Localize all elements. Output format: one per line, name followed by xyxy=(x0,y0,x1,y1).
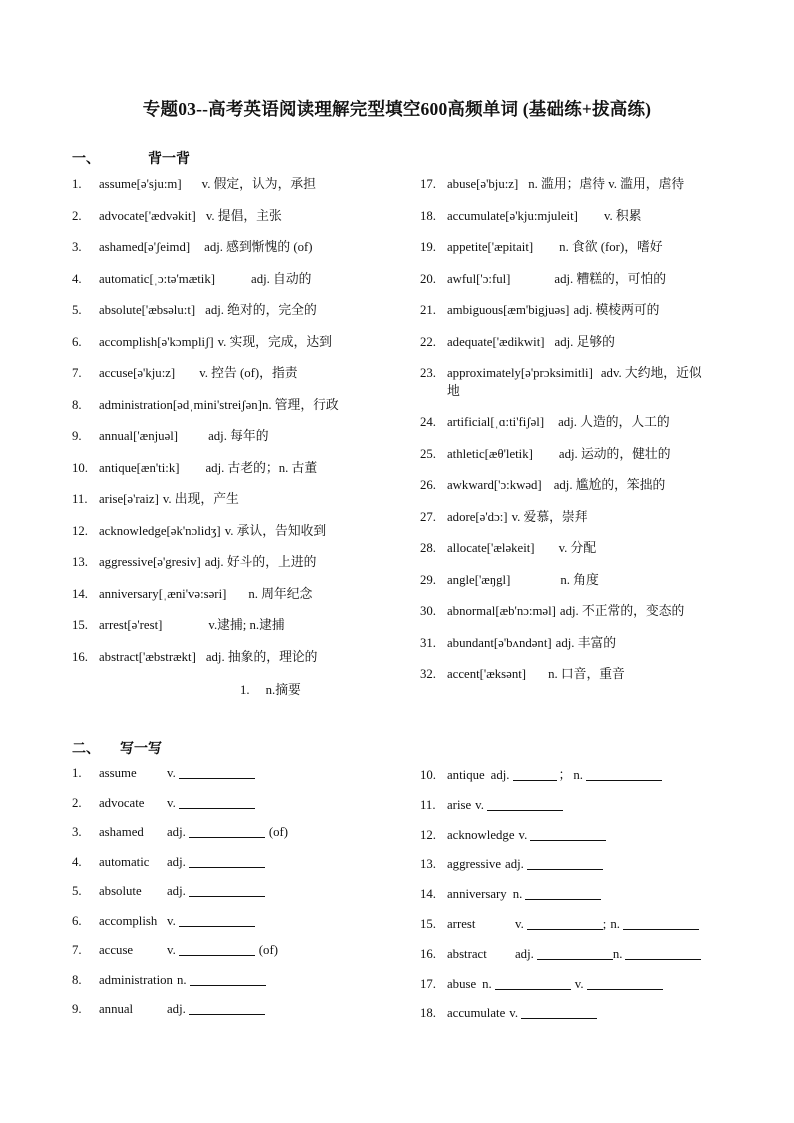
prompt-word: accomplish xyxy=(99,913,158,928)
item-number: 19. xyxy=(420,240,436,254)
item-number: 27. xyxy=(420,509,436,524)
part-of-speech: v. xyxy=(515,917,524,931)
prompt-word: aggressive xyxy=(447,857,502,872)
vocab-definition: v. 分配 xyxy=(558,541,597,555)
vocab-word: artificial[ˌɑ:ti'fiʃəl] xyxy=(447,415,545,429)
vocab-definition: adv. 大约地，近似地 xyxy=(447,366,702,398)
item-number: 25. xyxy=(420,446,436,461)
item-number: 32. xyxy=(420,667,436,681)
part-of-speech-2: n. xyxy=(610,917,620,931)
part-of-speech: adj. xyxy=(167,854,186,869)
part-of-speech: v. xyxy=(167,766,176,780)
answer-blank[interactable] xyxy=(189,854,265,868)
item-number: 1. xyxy=(72,177,82,191)
vocab-definition: adj. 模棱两可的 xyxy=(573,303,660,317)
part-of-speech: n. xyxy=(512,887,523,902)
prompt-word: arise xyxy=(447,797,472,812)
vocab-definition: v. 积累 xyxy=(603,208,642,223)
item-number: 7. xyxy=(72,943,82,957)
answer-blank-2[interactable] xyxy=(586,767,662,781)
vocab-definition: adj. 糟糕的，可怕的 xyxy=(554,271,667,286)
prompt-word: absolute xyxy=(99,884,142,898)
item-number: 28. xyxy=(420,541,436,555)
part-of-speech: adj. xyxy=(505,857,524,872)
answer-blank[interactable] xyxy=(179,913,255,927)
prompt-word: accumulate xyxy=(447,1006,506,1021)
item-number: 8. xyxy=(72,397,82,412)
item-number: 2. xyxy=(72,208,82,223)
vocab-word: allocate['æləkeit] xyxy=(447,541,535,555)
prompt-word: antique xyxy=(447,768,485,782)
vocab-definition: v. 爱慕，崇拜 xyxy=(511,509,588,524)
vocab-word: anniversary[ˌæni'və:səri] xyxy=(99,586,227,601)
answer-blank[interactable] xyxy=(527,916,603,930)
vocab-word: automatic[ˌɔ:tə'mætik] xyxy=(99,271,216,286)
item-number: 26. xyxy=(420,478,436,492)
prompt-word: anniversary xyxy=(447,887,507,902)
vocab-definition: adj. 抽象的，理论的 xyxy=(205,649,318,664)
item-number: 4. xyxy=(72,854,82,869)
vocab-word: ambiguous[æm'bigjuəs] xyxy=(447,303,570,317)
item-number: 31. xyxy=(420,635,436,650)
vocab-word: adore[ə'dɔ:] xyxy=(447,509,508,524)
item-number: 16. xyxy=(72,649,88,664)
item-number: 18. xyxy=(420,1006,436,1021)
vocab-word: awkward['ɔ:kwəd] xyxy=(447,478,542,492)
separator: ； xyxy=(558,768,572,782)
part-of-speech: v. xyxy=(509,1006,519,1021)
vocab-definition: n. 管理，行政 xyxy=(261,397,339,412)
separator: ; xyxy=(602,917,607,931)
vocab-word: arrest[ə'rest] xyxy=(99,618,163,632)
prompt-word: assume xyxy=(99,766,137,780)
part-of-speech: n. xyxy=(176,972,187,987)
item-number: 13. xyxy=(72,555,88,569)
vocab-word: aggressive[ə'gresiv] xyxy=(99,555,201,569)
part-of-speech: v. xyxy=(167,943,176,957)
vocab-word: abuse[ə'bju:z] xyxy=(447,177,519,191)
answer-blank[interactable] xyxy=(190,972,266,986)
vocab-definition: adj. 丰富的 xyxy=(555,635,617,650)
item-number: 5. xyxy=(72,303,82,317)
vocab-definition: v. 承认，告知收到 xyxy=(224,523,327,538)
part-of-speech-2: v. xyxy=(574,976,584,991)
section-1-number: 一、 xyxy=(72,152,100,167)
item-number: 15. xyxy=(72,618,88,632)
vocab-word: awful['ɔ:ful] xyxy=(447,271,511,286)
answer-blank-2[interactable] xyxy=(623,916,699,930)
vocab-word: abstract['æbstrækt] xyxy=(99,649,196,664)
answer-blank[interactable] xyxy=(537,946,613,960)
part-of-speech: adj. xyxy=(167,884,186,898)
part-of-speech: v. xyxy=(475,797,484,812)
item-number: 6. xyxy=(72,334,82,349)
vocab-definition: adj. 不正常的，变态的 xyxy=(559,604,685,618)
vocab-word: accomplish[ə'kɔmpliʃ] xyxy=(99,334,214,349)
prompt-word: annual xyxy=(99,1002,134,1016)
vocab-definition: v.逮捕; n.逮捕 xyxy=(208,618,285,632)
prompt-word: accuse xyxy=(99,943,134,957)
answer-blank[interactable] xyxy=(521,1005,597,1019)
part-of-speech: v. xyxy=(167,913,176,928)
vocab-word: annual['ænjuəl] xyxy=(99,429,179,443)
item-number: 9. xyxy=(72,429,82,443)
item-number: 3. xyxy=(72,240,82,254)
vocab-definition: n. 角度 xyxy=(560,572,599,587)
vocab-definition: adj. 每年的 xyxy=(208,429,269,443)
vocab-definition: adj. 古老的；n. 古董 xyxy=(205,460,318,475)
part-of-speech: n. xyxy=(482,976,492,991)
answer-blank[interactable] xyxy=(530,827,606,841)
item-number: 16. xyxy=(420,946,436,961)
item-number: 2. xyxy=(72,795,82,810)
vocab-word: athletic[æθ'letik] xyxy=(447,446,533,461)
vocab-sub-item xyxy=(240,679,301,698)
vocab-definition: n. 口音，重音 xyxy=(548,667,625,681)
vocab-definition: adj. 绝对的，完全的 xyxy=(205,303,317,317)
part-of-speech: adj. xyxy=(515,946,534,961)
item-number: 15. xyxy=(420,917,436,931)
vocab-definition: v. 假定，认为，承担 xyxy=(201,177,316,191)
item-number: 30. xyxy=(420,604,436,618)
vocab-word: antique[æn'ti:k] xyxy=(99,460,180,475)
vocab-definition: v. 实现，完成，达到 xyxy=(217,334,332,349)
vocab-word: accumulate[ə'kju:mjuleit] xyxy=(447,208,578,223)
answer-blank[interactable] xyxy=(487,797,563,811)
section-1-heading xyxy=(72,148,190,168)
answer-blank[interactable] xyxy=(179,765,255,779)
sub-item-definition: n.摘要 xyxy=(265,683,301,697)
item-number: 8. xyxy=(72,972,82,987)
section-2-number: 二、 xyxy=(72,742,100,757)
answer-blank[interactable] xyxy=(527,856,603,870)
vocab-word: accuse[ə'kju:z] xyxy=(99,366,176,380)
part-of-speech: v. xyxy=(167,795,176,810)
item-number: 14. xyxy=(72,586,88,601)
section-2-label: 写一写 xyxy=(120,742,162,757)
vocab-definition: v. 提倡，主张 xyxy=(205,208,282,223)
prompt-word: ashamed xyxy=(99,825,144,839)
item-number: 21. xyxy=(420,303,436,317)
answer-blank[interactable] xyxy=(189,883,265,897)
answer-blank[interactable] xyxy=(495,976,571,990)
vocab-word: angle['æŋgl] xyxy=(447,572,511,587)
section-1-label: 背一背 xyxy=(148,152,190,167)
prompt-word: acknowledge xyxy=(447,827,515,842)
item-number: 10. xyxy=(420,768,436,782)
item-number: 29. xyxy=(420,572,436,587)
item-number: 6. xyxy=(72,913,82,928)
vocab-definition: adj. 人造的，人工的 xyxy=(558,415,670,429)
vocab-word: acknowledge[ək'nɔlidʒ] xyxy=(99,523,221,538)
item-number: 12. xyxy=(420,827,436,842)
vocab-definition: n. 食欲 (for)，嗜好 xyxy=(559,240,663,254)
item-number: 10. xyxy=(72,460,88,475)
item-number: 1. xyxy=(72,766,82,780)
part-of-speech: v. xyxy=(518,827,528,842)
prompt-word: abuse xyxy=(447,976,477,991)
vocab-word: arise[ə'raiz] xyxy=(99,492,159,506)
vocab-definition: adj. 自动的 xyxy=(251,271,312,286)
vocab-definition: v. 控告 (of)，指责 xyxy=(199,366,298,380)
vocab-definition: adj. 足够的 xyxy=(554,334,615,349)
vocab-definition: adj. 好斗的，上进的 xyxy=(204,555,317,569)
vocab-definition: adj. 尴尬的，笨拙的 xyxy=(553,478,666,492)
vocab-definition: v. 出现，产生 xyxy=(162,492,239,506)
item-number: 7. xyxy=(72,366,82,380)
section-2-heading xyxy=(72,738,162,758)
vocab-definition: n. 滥用；虐待 v. 滥用，虐待 xyxy=(528,177,685,191)
vocab-word: accent['æksənt] xyxy=(447,667,527,681)
preposition-hint: (of) xyxy=(268,825,289,839)
vocab-word: ashamed[ə'ʃeimd] xyxy=(99,240,191,254)
answer-blank[interactable] xyxy=(513,767,557,781)
vocab-definition: adj. 感到惭愧的 (of) xyxy=(204,240,313,254)
sub-item-number: 1. xyxy=(240,683,250,697)
answer-blank-2[interactable] xyxy=(587,976,663,990)
item-number: 5. xyxy=(72,884,82,898)
part-of-speech-2: n. xyxy=(573,768,583,782)
item-number: 12. xyxy=(72,523,88,538)
item-number: 3. xyxy=(72,825,82,839)
preposition-hint: (of) xyxy=(258,943,278,957)
vocab-word: abnormal[æb'nɔ:məl] xyxy=(447,604,556,618)
item-number: 14. xyxy=(420,887,436,902)
prompt-word: arrest xyxy=(447,917,476,931)
prompt-word: abstract xyxy=(447,946,487,961)
item-number: 22. xyxy=(420,334,436,349)
vocab-word: absolute['æbsəlu:t] xyxy=(99,303,196,317)
answer-blank[interactable] xyxy=(189,824,265,838)
item-number: 11. xyxy=(420,797,436,812)
item-number: 11. xyxy=(72,492,88,506)
vocab-word: assume[ə'sju:m] xyxy=(99,177,182,191)
item-number: 4. xyxy=(72,271,82,286)
prompt-word: advocate xyxy=(99,795,145,810)
vocab-word: adequate['ædikwit] xyxy=(447,334,545,349)
answer-blank[interactable] xyxy=(179,795,255,809)
vocab-definition: adj. 运动的，健壮的 xyxy=(558,446,671,461)
prompt-word: administration xyxy=(99,972,173,987)
vocab-word: abundant[ə'bʌndənt] xyxy=(447,635,552,650)
item-number: 18. xyxy=(420,208,436,223)
item-number: 17. xyxy=(420,177,436,191)
answer-blank[interactable] xyxy=(179,942,255,956)
item-number: 20. xyxy=(420,271,436,286)
item-number: 9. xyxy=(72,1002,82,1016)
answer-blank[interactable] xyxy=(189,1001,265,1015)
part-of-speech-2: n. xyxy=(612,946,623,961)
page-title: 专题03--高考英语阅读理解完型填空600高频单词 (基础练+拔高练) xyxy=(142,99,652,119)
vocab-word: approximately[ə'prɔksimitli] xyxy=(447,366,593,380)
prompt-word: automatic xyxy=(99,854,150,869)
part-of-speech: adj. xyxy=(167,1002,186,1016)
vocab-word: appetite['æpitait] xyxy=(447,240,534,254)
item-number: 23. xyxy=(420,366,436,380)
vocab-definition: n. 周年纪念 xyxy=(248,586,313,601)
part-of-speech: adj. xyxy=(167,825,186,839)
part-of-speech: adj. xyxy=(490,768,510,782)
vocab-word: administration[ədˌmini'streiʃən] xyxy=(99,397,262,412)
item-number: 13. xyxy=(420,857,436,872)
item-number: 17. xyxy=(420,976,436,991)
answer-blank-2[interactable] xyxy=(625,946,701,960)
item-number: 24. xyxy=(420,415,436,429)
vocab-word: advocate['ædvəkit] xyxy=(99,208,196,223)
answer-blank[interactable] xyxy=(525,886,601,900)
